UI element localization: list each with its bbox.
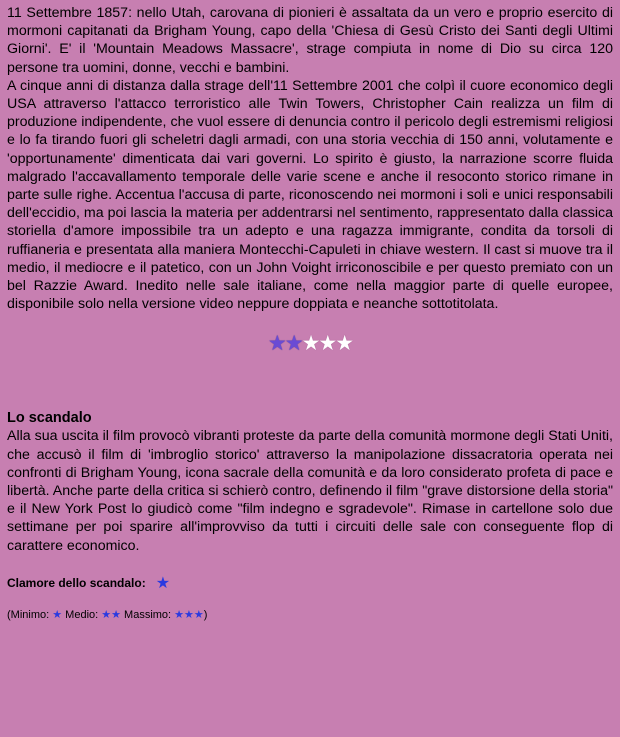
- legend-max-label: Massimo:: [120, 608, 175, 621]
- star-filled-icon: ★: [284, 332, 302, 356]
- star-icon: ★: [52, 608, 63, 621]
- review-paragraph-1: 11 Settembre 1857: nello Utah, carovana di pionieri è assaltata da un vero e proprio esercito di mormoni capitanati da Brigham Young, capo della 'Chiesa di Gesù Cristo dei Santi degli Ultimi Giorni'. E' il 'Mountain Meadows Massacre', strage compiuta in nome di Dio su circa 120 persone tra uomini, donne, vecchi e bambini.: [7, 5, 613, 76]
- star-empty-icon: ★: [318, 332, 336, 356]
- clamore-label: Clamore dello scandalo:: [7, 575, 146, 590]
- star-icon: ★: [155, 574, 171, 592]
- star-filled-icon: ★: [267, 332, 285, 356]
- legend-min-label: (Minimo:: [7, 608, 53, 621]
- star-icon: ★★: [101, 608, 121, 621]
- clamore-row: [7, 573, 613, 593]
- star-icon: ★★★: [174, 608, 204, 621]
- review-paragraph-2: A cinque anni di distanza dalla strage dell'11 Settembre 2001 che colpì il cuore economico degli USA attraverso l'attacco terroristico alle Twin Towers, Christopher Cain realizza un film di produzione indipendente, che vuol essere di denuncia contro il pericolo degli estremismi religiosi e lo fa tirando fuori gli scheletri dagli armadi, con una storia vecchia di 150 anni, volutamente e 'opportunamente' dimenticata dai vari governi. Lo spirito è giusto, la narrazione scorre fluida malgrado l'accavallamento temporale delle varie scene e anche il resoconto storico rimane in parte sulle righe. Accentua l'accusa di parte, riconoscendo nei mormoni i soli e unici responsabili dell'eccidio, ma poi lascia la materia per addentrarsi nel sentimento, rappresentato dalla classica storiella d'amore impossibile tra un adepto e una ragazza immigrante, condita da torsoli di ruffianeria e presentata alla maniera Montecchi-Capuleti in chiave western. Il cast si muove tra il medio, il mediocre e il patetico, con un John Voight irriconoscibile e per questo premiato con un bel Razzie Award. Inedito nelle sale italiane, come nella maggior parte di quelle europee, disponibile solo nella versione video neppure doppiata e neanche sottotitolata.: [7, 77, 613, 313]
- legend-medio-label: Medio:: [62, 608, 102, 621]
- rating-stars: [7, 333, 613, 355]
- scandal-paragraph: Alla sua uscita il film provocò vibranti proteste da parte della comunità mormone degli Stati Uniti, che accusò il film di 'imbroglio storico' attraverso la manipolazione dissacratoria operata nei confronti di Brigham Young, icona sacrale della comunità e da loro considerato profeta di pace e libertà. Anche parte della critica si schierò contro, definendo il film "grave distorsione della storia" e il New York Post lo giudicò come "film indegno e sgradevole". Rimase in cartellone solo due settimane per poi sparire all'improvviso da tutti i circuiti delle sale con conseguente flop di carattere economico.: [7, 428, 613, 554]
- scandal-heading: Lo scandalo: [7, 410, 92, 427]
- legend-close: ): [203, 608, 208, 621]
- star-empty-icon: ★: [335, 332, 353, 356]
- star-empty-icon: ★: [301, 332, 319, 356]
- clamore-legend: [7, 608, 613, 621]
